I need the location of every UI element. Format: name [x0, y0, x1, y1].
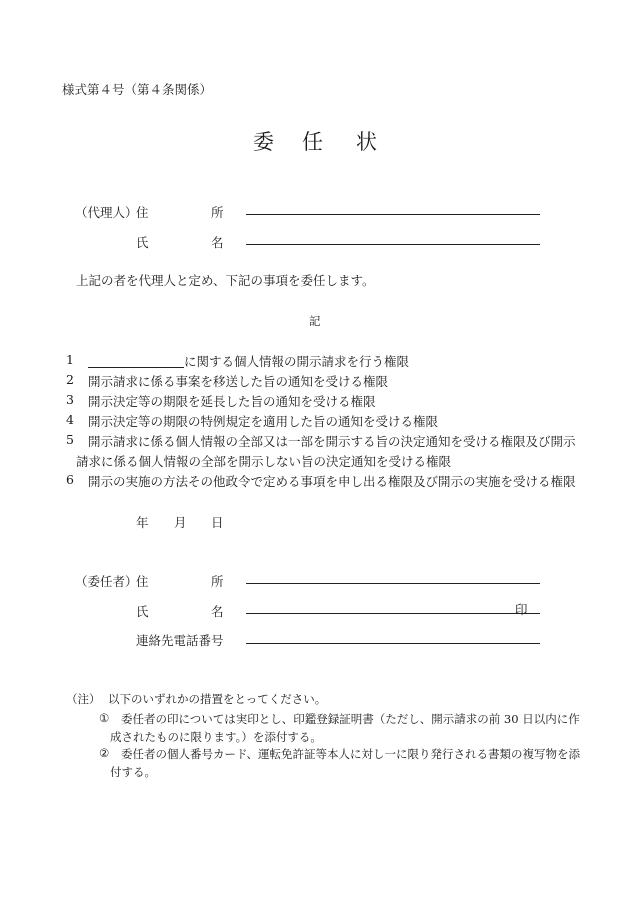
note-item2-line2: 付する。: [110, 765, 156, 779]
agent-address-label-b: 所: [211, 205, 224, 220]
principal-address-label-a: 住: [136, 574, 149, 589]
item-text-3: 開示決定等の期限を延長した旨の通知を受ける権限: [88, 394, 376, 409]
item-number-5: 5: [66, 432, 74, 447]
item-text-5: 開示請求に係る個人情報の全部又は一部を開示する旨の決定通知を受ける権限及び開示: [88, 434, 576, 449]
item-number-6: 6: [66, 472, 74, 487]
principal-address-field[interactable]: [246, 583, 540, 584]
title-char-3: 状: [356, 130, 377, 154]
item-number-4: 4: [66, 412, 74, 427]
subject-blank-field[interactable]: [88, 355, 184, 368]
agent-address-label-a: 住: [136, 205, 149, 220]
note-item1-line2: 成されたものに限ります。）を添付する。: [110, 730, 322, 744]
list-item-1: [88, 352, 409, 370]
date-month-label: 月: [174, 515, 187, 530]
principal-phone-field[interactable]: [246, 643, 540, 644]
note-item1-line1: 委任者の印については実印とし、印鑑登録証明書（ただし、開示請求の前 30 日以内に作: [121, 712, 580, 726]
note-item2-line1: 委任者の個人番号カード、運転免許証等本人に対し一に限り発行される書類の複写物を添: [121, 747, 580, 761]
date-year-label: 年: [136, 515, 149, 530]
note-item1-marker: ①: [99, 711, 110, 725]
item-text-5-cont: 請求に係る個人情報の全部を開示しない旨の決定通知を受ける権限: [76, 454, 452, 469]
principal-name-field[interactable]: [246, 613, 540, 614]
title-char-1: 委: [253, 130, 274, 154]
form-number: 様式第４号（第４条関係）: [62, 82, 213, 97]
principal-name-label-a: 氏: [136, 604, 149, 619]
item-number-1: 1: [66, 352, 74, 367]
date-day-label: 日: [211, 515, 224, 530]
principal-name-label-b: 名: [211, 604, 224, 619]
agent-name-field[interactable]: [246, 244, 540, 245]
agent-name-label-b: 名: [211, 235, 224, 250]
seal-mark: 印: [515, 602, 528, 617]
ki-heading: 記: [309, 314, 321, 328]
item-number-2: 2: [66, 372, 74, 387]
title-char-2: 任: [302, 130, 323, 154]
item-text-6: 開示の実施の方法その他政令で定める事項を申し出る権限及び開示の実施を受ける権限: [88, 474, 576, 489]
note-item2-marker: ②: [99, 746, 110, 760]
principal-address-label-b: 所: [211, 574, 224, 589]
agent-address-field[interactable]: [246, 214, 540, 215]
item-number-3: 3: [66, 392, 74, 407]
principal-role-label: （委任者）: [75, 574, 138, 589]
note-intro: 以下のいずれかの措置をとってください。: [108, 692, 327, 706]
note-label: （注）: [66, 692, 101, 706]
item-text-2: 開示請求に係る事案を移送した旨の通知を受ける権限: [88, 374, 389, 389]
principal-phone-label: 連絡先電話番号: [136, 633, 224, 648]
agent-role-label: （代理人）: [75, 205, 138, 220]
delegation-statement: 上記の者を代理人と定め、下記の事項を委任します。: [76, 273, 375, 288]
item-text-1: に関する個人情報の開示請求を行う権限: [184, 354, 410, 369]
item-text-4: 開示決定等の期限の特例規定を適用した旨の通知を受ける権限: [88, 414, 439, 429]
agent-name-label-a: 氏: [136, 235, 149, 250]
